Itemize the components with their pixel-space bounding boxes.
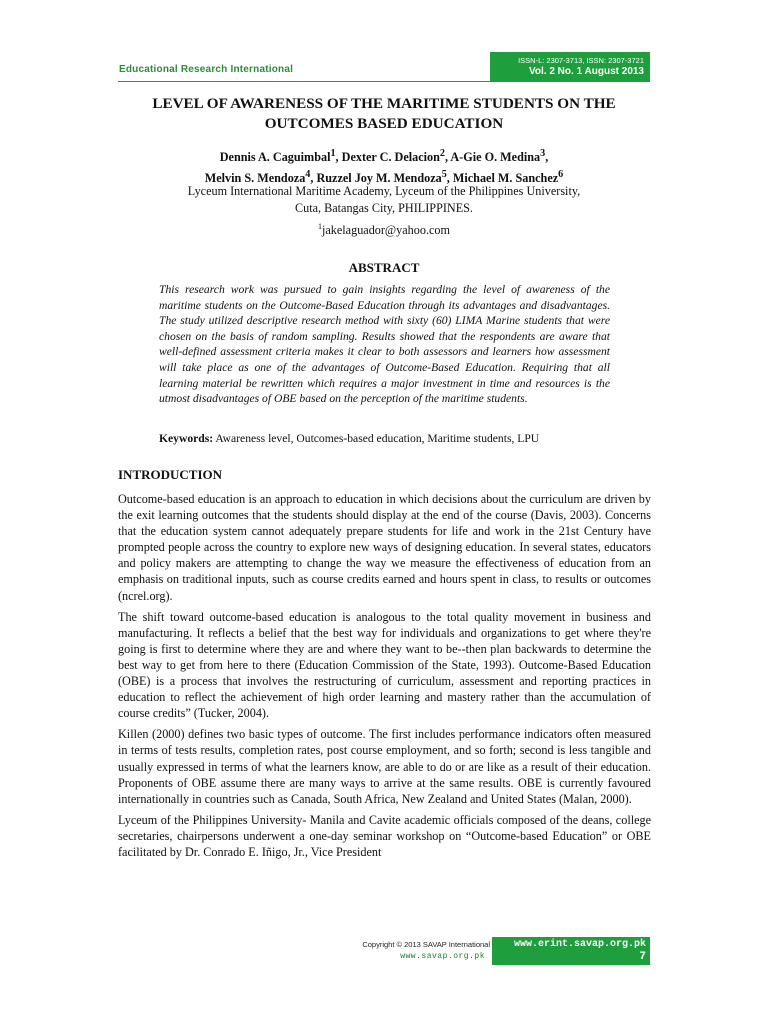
issn-text: ISSN-L: 2307-3713, ISSN: 2307-3721 — [518, 56, 644, 65]
paragraph: Lyceum of the Philippines University- Manila and Cavite academic officials composed of the deans, college secretaries, chairpersons underwent a one-day seminar workshop on “Outcome-based Education” or OBE facilitated by Dr. Conrado E. Iñigo, Jr., Vice President — [118, 812, 651, 859]
introduction-heading: INTRODUCTION — [118, 467, 223, 482]
paper-title — [110, 94, 658, 134]
author-sep: , — [310, 171, 317, 186]
title-line-1: LEVEL OF AWARENESS OF THE MARITIME STUDENTS ON THE — [152, 95, 616, 112]
keywords — [159, 432, 610, 445]
paragraph: Killen (2000) defines two basic types of outcome. The first includes performance indicators often measured in terms of tests results, completion rates, post course employment, and so forth; second is less tangible and usually expressed in terms of what the learners know, are able to do or are like as a result of their education. Proponents of OBE assume there are many ways to arrive at the same results. OBE is currently favoured internationally in countries such as Canada, South Africa, New Zealand and United States (Malan, 2000). — [118, 727, 651, 806]
author-sup: 3 — [540, 148, 546, 159]
author-sep: , — [545, 150, 549, 165]
journal-name: Educational Research International — [119, 64, 294, 75]
author-name: Dennis A. Caguimbal — [219, 150, 331, 165]
affiliation-line-2: Cuta, Batangas City, PHILIPPINES. — [295, 201, 473, 215]
footer-badge — [492, 937, 650, 965]
contact-email — [110, 222, 658, 238]
author-sep: , — [444, 150, 451, 165]
footer-url[interactable]: www.savap.org.pk — [400, 952, 485, 961]
email-address[interactable]: jakelaguador@yahoo.com — [322, 223, 450, 238]
keywords-text: Awareness level, Outcomes-based education, Maritime students, LPU — [213, 432, 540, 445]
title-line-2: OUTCOMES BASED EDUCATION — [264, 115, 504, 132]
issn-volume-badge — [490, 52, 650, 82]
footer-copyright: Copyright © 2013 SAVAP International — [362, 940, 490, 949]
author-name: A-Gie O. Medina — [450, 150, 541, 165]
affiliation — [110, 183, 658, 217]
footer-journal-url[interactable]: www.erint.savap.org.pk — [513, 939, 646, 950]
introduction-body — [118, 491, 651, 865]
author-name: Melvin S. Mendoza — [204, 171, 306, 186]
author-name: Michael M. Sanchez — [452, 171, 559, 186]
author-sep: , — [446, 171, 453, 186]
header-rule — [118, 81, 650, 82]
author-line-1 — [110, 145, 658, 166]
author-sup: 6 — [558, 169, 564, 181]
author-sup: 2 — [439, 148, 445, 159]
author-sup: 4 — [305, 169, 311, 181]
abstract-heading: ABSTRACT — [348, 260, 420, 275]
author-list — [110, 145, 658, 187]
author-name: Ruzzel Joy M. Mendoza — [316, 171, 442, 186]
paragraph: The shift toward outcome-based education is analogous to the total quality movement in business and manufacturing. It reflects a belief that the best way for individuals and organizations to get where they're going is first to determine where they are and where they want to be--then plan backwards to determine the best way to get from here to there (Education Commission of the State, 1993). Outcome-Based Education (OBE) is a process that involves the restructuring of curriculum, assessment and reporting practices in education to reflect the achievement of high order learning and mastery rather than the accumulation of course credits” (Tucker, 2004). — [118, 609, 651, 721]
author-sup: 1 — [330, 148, 336, 159]
abstract-text: This research work was pursued to gain insights regarding the level of awareness of the maritime students on the Outcome-Based Education through its advantages and disadvantages. The study utilized descriptive research method with sixty (60) LIMA Marine students that were chosen on the basis of random sampling. Results showed that the respondents are aware that well-defined assessment criteria makes it clear to both assessors and learners how assessment will take place as one of the advantages of Outcome-Based Education. Requiring that all learning material be rewritten which requires a major investment in time and resources is the utmost disadvantages of OBE based on the perception of the maritime students. — [159, 283, 610, 406]
author-name: Dexter C. Delacion — [341, 150, 440, 165]
author-sup: 5 — [441, 169, 447, 181]
author-sep: , — [335, 150, 342, 165]
paragraph: Outcome-based education is an approach to education in which decisions about the curriculum are driven by the exit learning outcomes that the students should display at the end of the course (Davis, 2003). Concerns that the education system cannot adequately prepare students for life and work in the 21st Century have prompted people across the country to explore new ways of designing education. In several states, educators and policy makers are attempting to change the way we measure the effectiveness of education from an emphasis on traditional inputs, such as course credits earned and hours spent in class, to results or outcomes (ncrel.org). — [118, 492, 651, 603]
volume-text: Vol. 2 No. 1 August 2013 — [528, 66, 644, 77]
page-number: 7 — [639, 951, 646, 963]
email-sup: 1 — [318, 222, 322, 231]
affiliation-line-1: Lyceum International Maritime Academy, Lyceum of the Philippines University, — [187, 184, 581, 198]
keywords-label: Keywords: — [159, 432, 214, 445]
